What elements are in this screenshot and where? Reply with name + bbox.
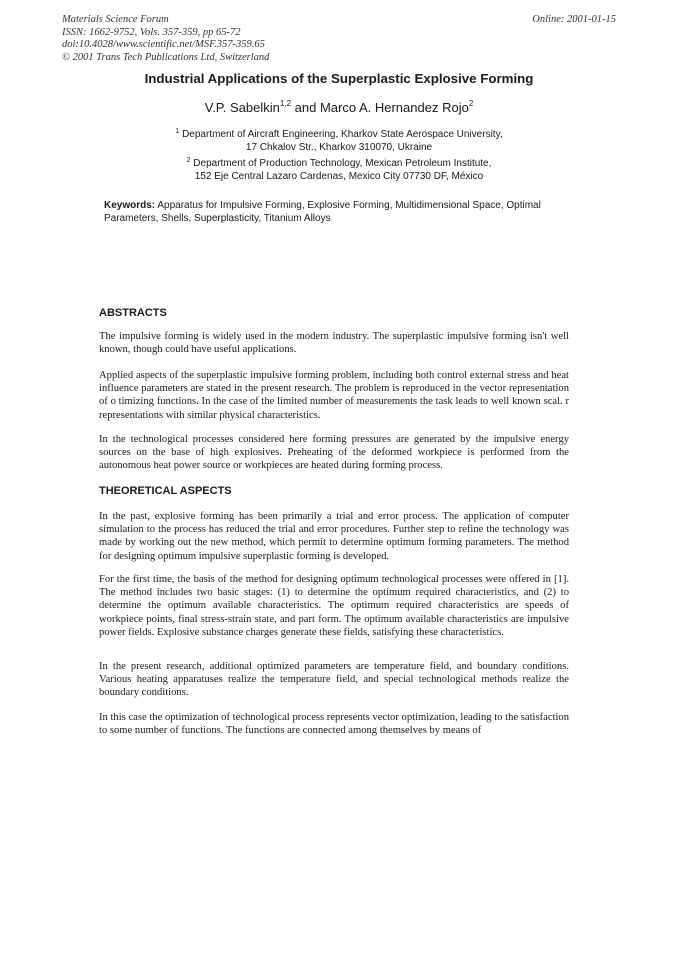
affiliation (0, 125, 678, 154)
affiliation (0, 154, 678, 183)
journal-name: Materials Science Forum (62, 14, 169, 25)
paragraph: In the past, explosive forming has been primarily a trial and error process. The application of computer simulation to the process has reduced the trial and error procedures. Further step to refine the technology was made by working out the new method, which permit to determine optimum forming parameters. The method for designing optimum impulsive superplastic forming is developed. (99, 511, 569, 562)
keywords-block (104, 199, 574, 225)
paragraph: In this case the optimization of technological process represents vector optimization, leading to the satisfaction to some number of functions. The functions are connected among themselves by means of (99, 712, 569, 737)
paragraph: Applied aspects of the superplastic impulsive forming problem, including both control external stress and heat influence parameters are stated in the present research. The problem is reproduced in the vector representation of o timizing functions. In the case of the limited number of measurements the task leads to well known scal. r representations with similar physical characteristics. (99, 370, 569, 421)
section-heading-abstracts: ABSTRACTS (99, 307, 167, 319)
paper-title: Industrial Applications of the Superplastic Explosive Forming (144, 71, 534, 86)
copyright-line: © 2001 Trans Tech Publications Ltd, Switzerland (62, 51, 270, 63)
article-meta (62, 14, 269, 64)
paragraph: For the first time, the basis of the method for designing optimum technological processes were offered in [1]. The method includes two basic stages: (1) to determine the optimum required characteristics, and (2) to determine the optimum available characteristics. The optimum required characteristics are speeds of workpiece points, final stress-strain state, and part form. The optimum available characteristics are impulsive power fields. Explosive substance charges generate these fields, satisfying these characteristics. (99, 574, 569, 638)
affiliation-line: 17 Chkalov Str., Kharkov 310070, Ukraine (245, 142, 433, 153)
affiliation-line: Department of Aircraft Engineering, Kharkov State Aerospace University, (182, 129, 503, 140)
section-heading-theoretical-aspects: THEORETICAL ASPECTS (99, 485, 232, 497)
affiliation-line: Department of Production Technology, Mexican Petroleum Institute, (193, 158, 492, 169)
issn-line: ISSN: 1662-9752, Vols. 357-359, pp 65-72 (62, 26, 241, 38)
author-name: V.P. Sabelkin (204, 100, 280, 115)
author-joiner: and (291, 100, 320, 115)
online-date: Online: 2001-01-15 (532, 14, 616, 25)
paragraph: The impulsive forming is widely used in the modern industry. The superplastic impulsive forming isn't well known, though could have useful applications. (99, 331, 569, 356)
author-affiliation-mark: 1,2 (279, 99, 292, 108)
paragraph: In the present research, additional optimized parameters are temperature field, and boundary conditions. Various heating apparatuses realize the temperature field, and special technological methods realize the boundary conditions. (99, 661, 569, 699)
keywords-label: Keywords: (104, 200, 156, 211)
author-name: Marco A. Hernandez Rojo (319, 100, 469, 115)
affiliation-mark: 2 (186, 157, 191, 164)
author-list (0, 99, 678, 115)
doi-link[interactable]: doi:10.4028/www.scientific.net/MSF.357-359.65 (62, 39, 265, 50)
author-affiliation-mark: 2 (468, 99, 474, 108)
keywords-text: Apparatus for Impulsive Forming, Explosive Forming, Multidimensional Space, Optimal Parameters, Shells, Superplasticity, Titanium Alloys (104, 200, 541, 224)
paragraph: In the technological processes considered here forming pressures are generated by the impulsive energy sources on the base of high explosives. Preheating of the deformed workpiece is performed from the autonomous heat power source or workpieces are heated during forming process. (99, 434, 569, 472)
affiliation-line: 152 Eje Central Lazaro Cardenas, Mexico City 07730 DF, México (194, 171, 484, 182)
affiliation-mark: 1 (175, 128, 180, 135)
